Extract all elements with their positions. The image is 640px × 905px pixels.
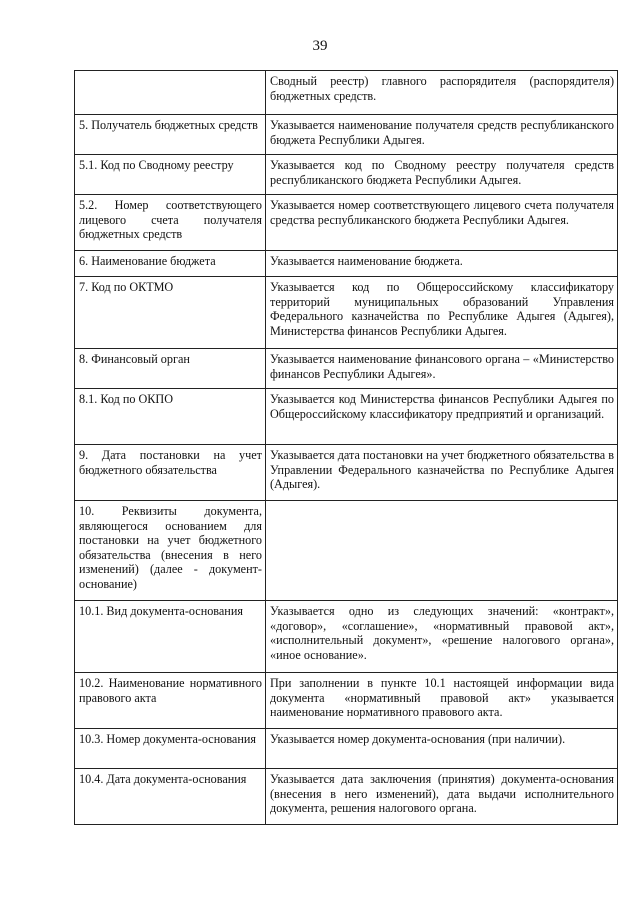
row-label: 10. Реквизиты документа, являющегося основанием для постановки на учет бюджетного обязательства (внесения в него изменений) (далее - документ-основание) [75,501,266,601]
row-label: 8.1. Код по ОКПО [75,389,266,445]
row-label: 6. Наименование бюджета [75,251,266,277]
table-row [75,71,618,115]
row-description: Указывается наименование получателя средств республиканского бюджета Республики Адыгея. [266,115,618,155]
row-label: 7. Код по ОКТМО [75,277,266,349]
row-description: Сводный реестр) главного распорядителя (распорядителя) бюджетных средств. [266,71,618,115]
table-row [75,673,618,729]
table-row [75,349,618,389]
row-label: 10.3. Номер документа-основания [75,729,266,769]
row-label: 10.1. Вид документа-основания [75,601,266,673]
row-description: Указывается дата постановки на учет бюджетного обязательства в Управлении Федерального казначейства по Республике Адыгея (Адыгея). [266,445,618,501]
table-row [75,729,618,769]
table-row [75,195,618,251]
row-description: Указывается код по Сводному реестру получателя средств республиканского бюджета Республики Адыгея. [266,155,618,195]
row-label: 8. Финансовый орган [75,349,266,389]
document-table [74,70,618,825]
row-label [75,71,266,115]
row-description: Указывается наименование бюджета. [266,251,618,277]
table-row [75,445,618,501]
table-row [75,115,618,155]
table-row [75,769,618,825]
row-description: При заполнении в пункте 10.1 настоящей информации вида документа «нормативный правовой акт» указывается наименование нормативного правового акта. [266,673,618,729]
table-row [75,601,618,673]
row-description: Указывается наименование финансового органа – «Министерство финансов Республики Адыгея». [266,349,618,389]
row-description: Указывается код по Общероссийскому классификатору территорий муниципальных образований Управления Федерального казначейства по Республике Адыгея (Адыгея), Министерства финансов Республики Адыгея. [266,277,618,349]
row-label: 5.1. Код по Сводному реестру [75,155,266,195]
table-row [75,501,618,601]
table-row [75,277,618,349]
table-row [75,155,618,195]
table-row [75,251,618,277]
page-number: 39 [312,38,328,54]
row-description [266,501,618,601]
row-label: 10.4. Дата документа-основания [75,769,266,825]
table-row [75,389,618,445]
row-description: Указывается номер соответствующего лицевого счета получателя средства республиканского бюджета Республики Адыгея. [266,195,618,251]
row-label: 10.2. Наименование нормативного правового акта [75,673,266,729]
row-description: Указывается дата заключения (принятия) документа-основания (внесения в него изменений), дата выдачи исполнительного документа, решения налогового органа. [266,769,618,825]
row-label: 5. Получатель бюджетных средств [75,115,266,155]
row-description: Указывается одно из следующих значений: «контракт», «договор», «соглашение», «нормативный правовой акт», «исполнительный документ», «решение налогового органа», «иное основание». [266,601,618,673]
row-label: 5.2. Номер соответствующего лицевого счета получателя бюджетных средств [75,195,266,251]
row-description: Указывается код Министерства финансов Республики Адыгея по Общероссийскому классификатору предприятий и организаций. [266,389,618,445]
row-label: 9. Дата постановки на учет бюджетного обязательства [75,445,266,501]
row-description: Указывается номер документа-основания (при наличии). [266,729,618,769]
